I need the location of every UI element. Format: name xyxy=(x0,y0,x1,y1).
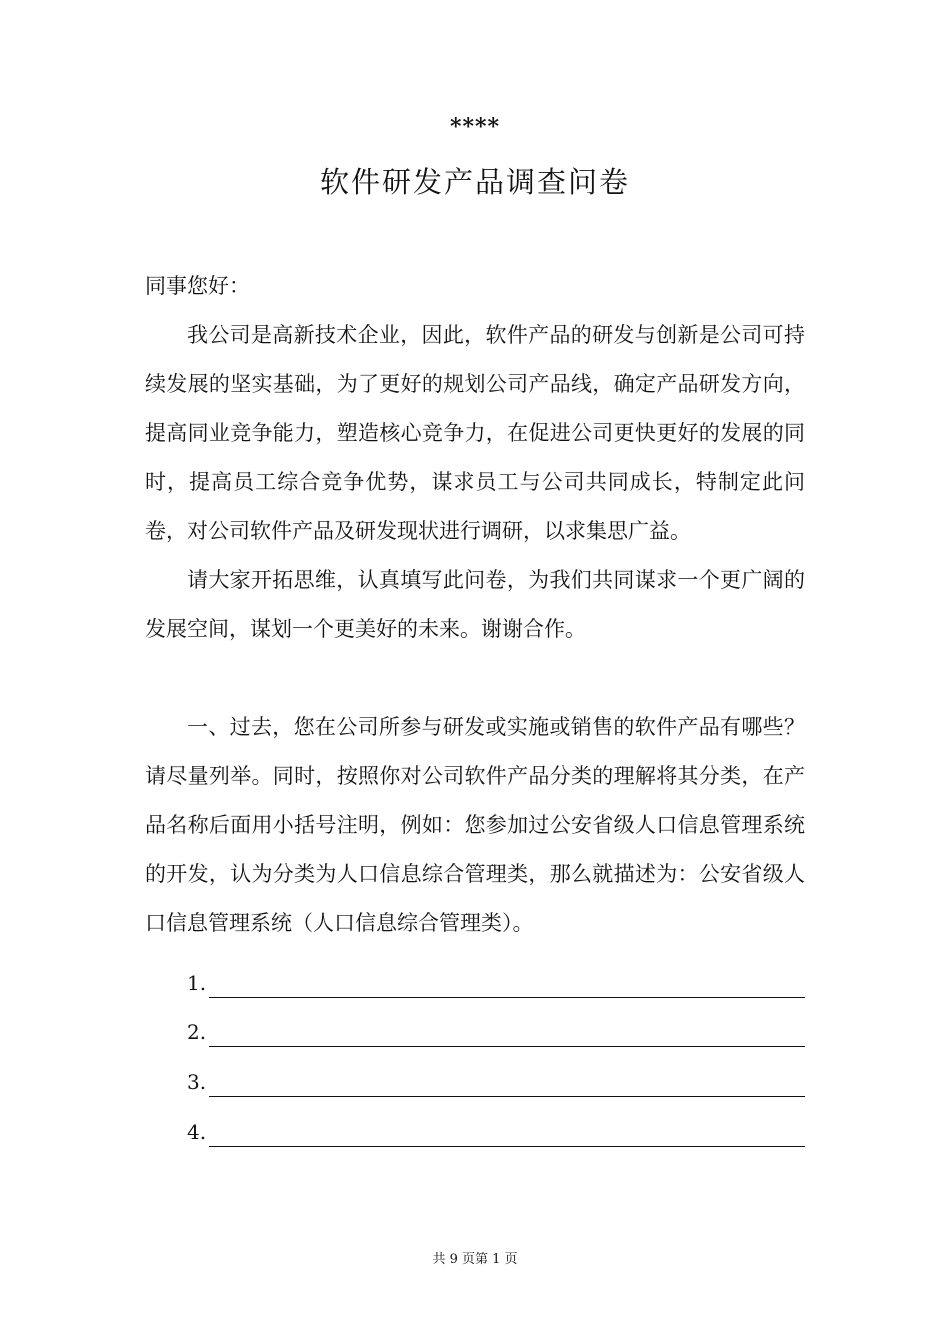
answer-blank-number: 4. xyxy=(187,1120,207,1144)
answer-line[interactable] xyxy=(209,997,805,998)
answer-blank-2[interactable] xyxy=(187,1017,805,1047)
answer-blank-number: 1. xyxy=(187,971,207,995)
answer-blank-number: 2. xyxy=(187,1020,207,1044)
intro-paragraph-2-text: 请大家开拓思维，认真填写此问卷，为我们共同谋求一个更广阔的发展空间，谋划一个更美好的未来。谢谢合作。 xyxy=(145,568,805,641)
document-title: 软件研发产品调查问卷 xyxy=(319,165,630,199)
answer-blank-number: 3. xyxy=(187,1070,207,1094)
intro-paragraph-1-text: 我公司是高新技术企业，因此，软件产品的研发与创新是公司可持续发展的坚实基础，为了更好的规划公司产品线，确定产品研发方向，提高同业竞争能力，塑造核心竞争力，在促进公司更快更好的发展的同时，提高员工综合竞争优势，谋求员工与公司共同成长，特制定此问卷，对公司软件产品及研发现状进行调研，以求集思广益。 xyxy=(145,323,805,543)
answer-blank-1[interactable] xyxy=(187,968,805,998)
question-1-text: 一、过去，您在公司所参与研发或实施或销售的软件产品有哪些？请尽量列举。同时，按照你对公司软件产品分类的理解将其分类，在产品名称后面用小括号注明，例如：您参加过公安省级人口信息管理系统的开发，认为分类为人口信息综合管理类，那么就描述为：公安省级人口信息管理系统（人口信息综合管理类）。 xyxy=(145,715,805,935)
page-footer: 共 9 页第 1 页 xyxy=(432,1252,518,1267)
greeting: 同事您好： xyxy=(145,274,250,298)
organization-name: **** xyxy=(449,114,501,140)
intro-paragraph-2 xyxy=(145,556,805,654)
answer-line[interactable] xyxy=(209,1046,805,1047)
question-1 xyxy=(145,703,805,948)
answer-line[interactable] xyxy=(209,1146,805,1147)
answer-blank-3[interactable] xyxy=(187,1067,805,1097)
intro-paragraph-1 xyxy=(145,311,805,556)
answer-line[interactable] xyxy=(209,1096,805,1097)
answer-blank-4[interactable] xyxy=(187,1117,805,1147)
